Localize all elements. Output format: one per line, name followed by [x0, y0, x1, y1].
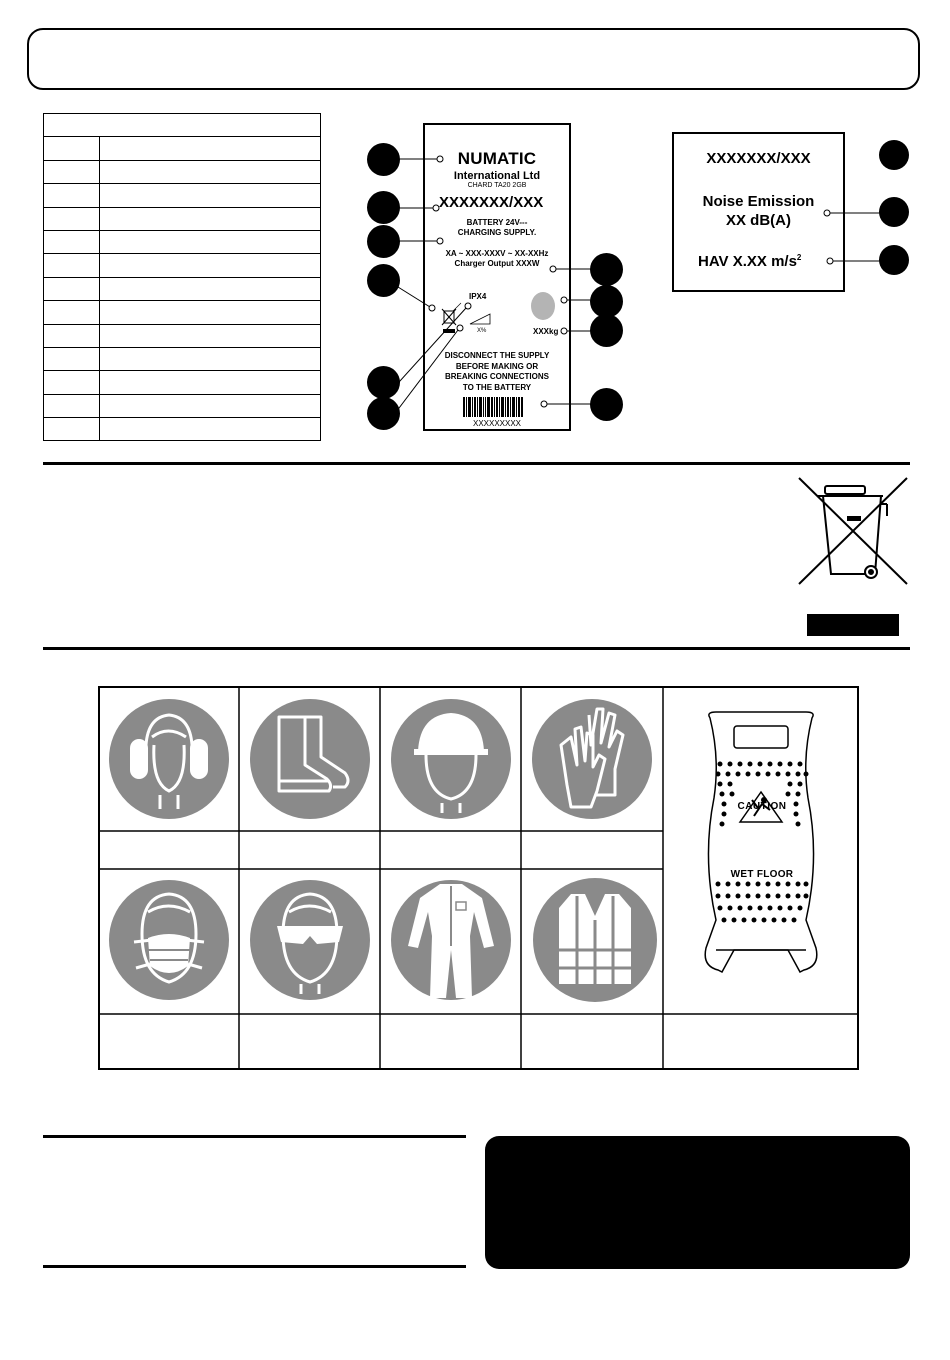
callout-dot: [367, 397, 400, 430]
safety-boots-icon: [249, 695, 371, 823]
table-row: [44, 394, 321, 417]
callout-dot: [367, 143, 400, 176]
callout-dot: [879, 245, 909, 275]
callout-dot: [367, 191, 400, 224]
hav-value: [698, 253, 801, 270]
table-row: [44, 137, 321, 160]
warning-line-4: TO THE BATTERY: [462, 382, 532, 392]
table-row: [44, 277, 321, 300]
noise-emission: [674, 192, 843, 230]
serial-number: XXXXXXXXX: [472, 419, 522, 428]
callout-dot: [367, 366, 400, 399]
title-box: [27, 28, 920, 90]
weight: XXXkg: [533, 327, 559, 336]
black-panel: [485, 1136, 910, 1269]
table-row: [44, 184, 321, 207]
callout-dot: [879, 140, 909, 170]
company-name: International Ltd: [453, 170, 541, 182]
warning-line-2: BEFORE MAKING OR: [455, 361, 539, 371]
safety-glasses-icon: [249, 876, 371, 1004]
spec-table-header: [44, 114, 321, 137]
table-row: [44, 324, 321, 347]
supply-line-1: XA ~ XXX-XXXV ~ XX-XXHz: [445, 249, 549, 258]
hav-text: HAV X.XX m/s: [698, 253, 797, 270]
sign-caution-text: CAUTION: [737, 801, 787, 812]
callout-dot: [879, 197, 909, 227]
battery-line-2: CHARGING SUPPLY.: [457, 228, 537, 237]
brand-name: NUMATIC: [457, 149, 537, 168]
callout-dot: [367, 264, 400, 297]
bottom-divider-top: [43, 1135, 466, 1138]
ip-rating: IPX4: [469, 292, 487, 301]
table-row: [44, 347, 321, 370]
protective-overalls-icon: [390, 876, 512, 1004]
table-row: [44, 230, 321, 253]
table-row: [44, 254, 321, 277]
sign-wet-floor-text: WET FLOOR: [730, 869, 794, 880]
callout-dot: [590, 314, 623, 347]
table-row: [44, 160, 321, 183]
table-row: [44, 418, 321, 441]
wet-floor-sign-icon: [696, 708, 826, 976]
section-divider: [43, 462, 910, 465]
spec-table: [43, 113, 321, 441]
bottom-divider-bottom: [43, 1265, 466, 1268]
noise-box-model: XXXXXXX/XXX: [706, 150, 811, 167]
protective-gloves-icon: [531, 695, 653, 823]
callout-dot: [590, 388, 623, 421]
warning-line-1: DISCONNECT THE SUPPLY: [444, 351, 550, 360]
ear-protection-icon: [108, 695, 230, 823]
supply-line-2: Charger Output XXXW: [454, 259, 540, 268]
table-row: [44, 371, 321, 394]
crossed-out-wheelie-bin-icon: [795, 476, 910, 586]
noise-line-1: Noise Emission: [702, 193, 815, 210]
hav-superscript: 2: [796, 253, 802, 262]
callout-dot: [590, 253, 623, 286]
hard-hat-icon: [390, 695, 512, 823]
gradient-value: X%: [477, 328, 487, 334]
dust-mask-icon: [108, 876, 230, 1004]
model-number: XXXXXXX/XXX: [439, 194, 544, 211]
callout-dot: [367, 225, 400, 258]
section-divider: [43, 647, 910, 650]
company-address: CHARD TA20 2GB: [467, 182, 527, 189]
hi-vis-vest-icon: [531, 876, 659, 1004]
weee-bar: [807, 614, 899, 636]
noise-line-2: XX dB(A): [726, 212, 791, 229]
battery-line-1: BATTERY 24V---: [466, 218, 528, 227]
table-row: [44, 301, 321, 324]
warning-line-3: BREAKING CONNECTIONS: [444, 372, 549, 381]
table-row: [44, 207, 321, 230]
